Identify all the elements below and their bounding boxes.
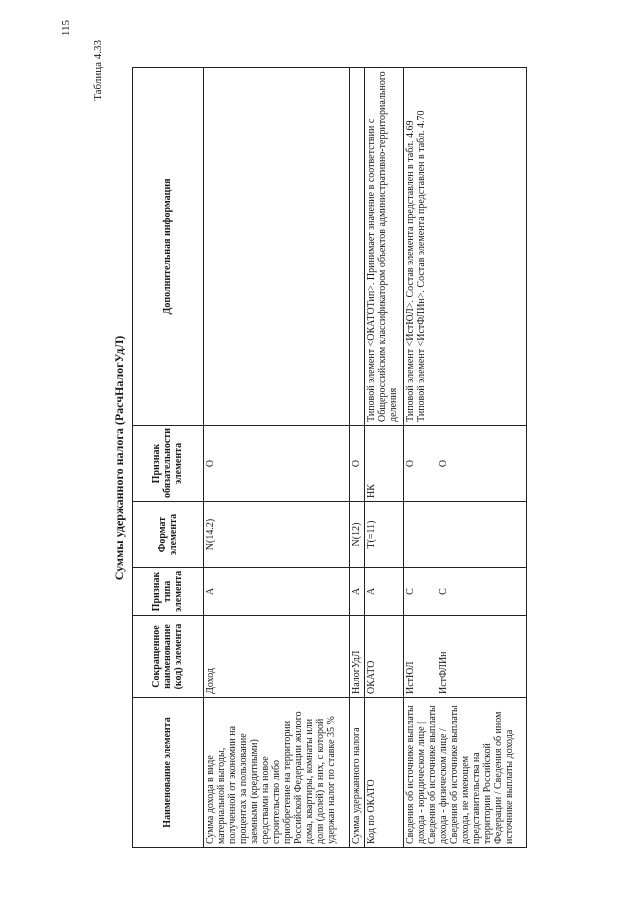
cell-info <box>203 68 350 426</box>
header-type: Признак типа элемента <box>133 568 204 616</box>
cell-format: N(14.2) <box>203 502 350 568</box>
cell-format <box>404 502 527 568</box>
cell-format: T(=11) <box>365 502 404 568</box>
header-format: Формат элемента <box>133 502 204 568</box>
cell-required: О <box>203 426 350 502</box>
page-number: 115 <box>60 20 72 37</box>
header-info: Дополнительная информация <box>133 68 204 426</box>
elements-table <box>132 67 527 848</box>
cell-name: Сумма удержанного налога <box>350 698 365 848</box>
cell-code-b: ИстФЛИн <box>438 651 450 694</box>
cell-type: А <box>350 568 365 616</box>
cell-type <box>404 568 527 616</box>
cell-required <box>404 426 527 502</box>
cell-type: А <box>203 568 350 616</box>
cell-code-a: ИстЮЛ <box>405 661 417 694</box>
cell-name: Код по ОКАТО <box>365 698 404 848</box>
cell-info <box>404 68 527 426</box>
cell-required: О <box>350 426 365 502</box>
cell-required-a: О <box>405 459 417 468</box>
table-row <box>203 68 350 848</box>
table-number: Таблица 4.33 <box>92 40 104 101</box>
cell-code: Доход <box>203 616 350 698</box>
header-required: Признак обязательности элемента <box>133 426 204 502</box>
cell-type: А <box>365 568 404 616</box>
cell-type-b: С <box>438 588 450 595</box>
cell-format: N(12) <box>350 502 365 568</box>
cell-type-a: С <box>405 588 417 595</box>
cell-name: Сумма дохода в виде материальной выгоды, полученной от экономии на процентах за пользование заемными (кредитными) средствами на новое строительство либо приобретение на территории Российской Федерации жилого дома, квартиры, комнаты или доли (долей) в них, с которой удержан налог по ставке 35 % <box>203 698 350 848</box>
cell-name-b: Сведения об источнике выплаты дохода - физическом лице / Сведения об источнике выплаты дохода, не имеющем представительства на территории Российской Федерации / Сведения об ином источнике выплаты дохода <box>427 705 516 844</box>
cell-name <box>404 698 527 848</box>
header-row <box>133 68 204 848</box>
table-row <box>350 68 365 848</box>
cell-code: ОКАТО <box>365 616 404 698</box>
header-code: Сокращенное наименование (код) элемента <box>133 616 204 698</box>
table-row <box>404 68 527 848</box>
cell-info-b: Типовой элемент <ИстФЛИн>. Состав элемента представлен в табл. 4.70 <box>416 110 428 422</box>
header-name: Наименование элемента <box>133 698 204 848</box>
rotated-page <box>60 20 570 848</box>
cell-code <box>404 616 527 698</box>
cell-required: НК <box>365 426 404 502</box>
cell-name-a: Сведения об источнике выплаты дохода - юридическом лице | <box>405 705 428 844</box>
cell-info: Типовой элемент <ОКАТОТип>. Принимает значение в соответствии с Общероссийским классификатором объектов административно-территориального деления <box>365 68 404 426</box>
table-row <box>365 68 404 848</box>
cell-info-a: Типовой элемент <ИстЮЛ>. Состав элемента представлен в табл. 4.69 <box>405 120 417 422</box>
cell-info <box>350 68 365 426</box>
cell-required-b: О <box>438 459 450 468</box>
cell-code: НалогУдЛ <box>350 616 365 698</box>
table-title: Суммы удержанного налога (РасчНалогУдЛ) <box>112 335 126 581</box>
